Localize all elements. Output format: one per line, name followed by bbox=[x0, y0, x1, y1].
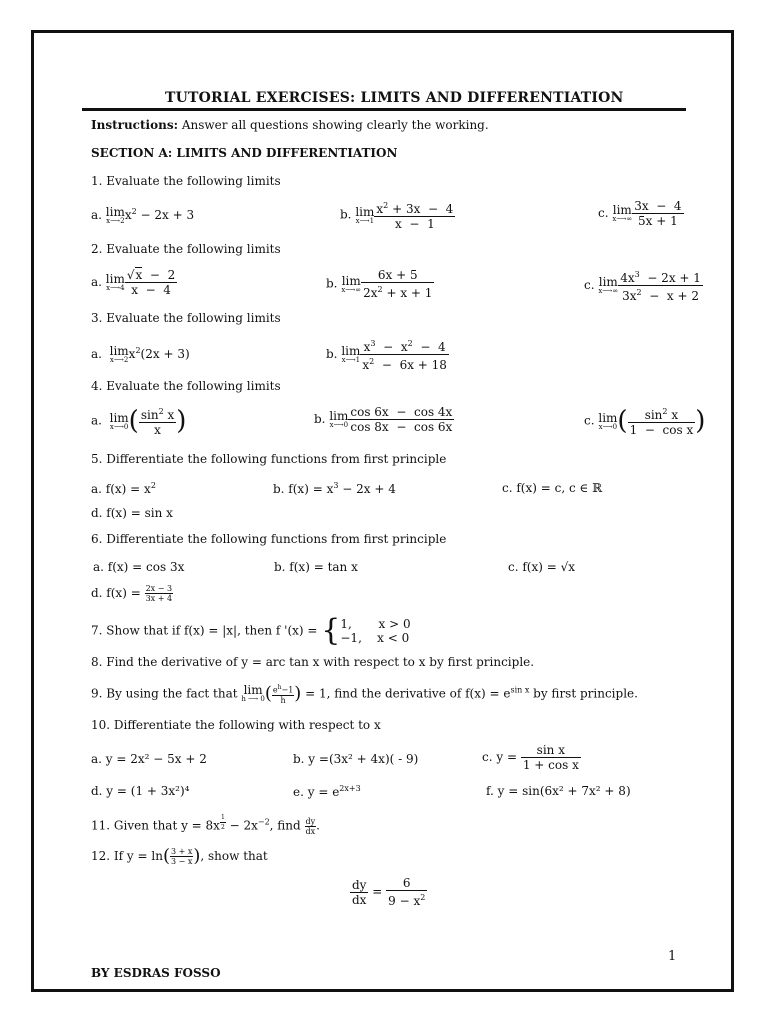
q12-result: $\frac{dy}{dx}$ = $\frac{6}{9 - x^2}$ bbox=[352, 876, 426, 908]
q6d-text: d. f(x) = bbox=[91, 586, 141, 600]
limit-expr: lim x⟶∞ bbox=[612, 203, 633, 223]
question-3: 3. Evaluate the following limits bbox=[91, 311, 281, 325]
fraction: $\frac{4x^3 - 2x + 1}{3x^2 - x + 2}$ bbox=[620, 270, 701, 303]
q1c bbox=[598, 199, 684, 228]
q10e-text: e. y = e bbox=[293, 785, 340, 799]
title-divider bbox=[82, 108, 686, 111]
fraction: $\frac{e^h-1}{h}$ bbox=[272, 684, 294, 705]
instructions bbox=[91, 118, 489, 132]
limit-expr: lim x⟶0 bbox=[329, 409, 349, 429]
q5b: b. $f(x) = x^3 - 2x + 4$ bbox=[273, 481, 396, 496]
limit-expr: lim x⟶1 bbox=[355, 204, 375, 225]
q10a: a. y = 2x² − 5x + 2 bbox=[91, 752, 207, 766]
instructions-text: Answer all questions showing clearly the working. bbox=[178, 118, 489, 132]
limit-expr: lim h ⟶ 0 bbox=[241, 683, 265, 704]
section-heading: SECTION A: LIMITS AND DIFFERENTIATION bbox=[91, 146, 398, 160]
q5b-rest: − 2x + 4 bbox=[338, 482, 396, 496]
q6c: c. f(x) = √x bbox=[508, 560, 576, 574]
fraction: $\frac{\cos 6x - \cos 4x}{\cos 8x - \cos 6x}$ bbox=[350, 405, 453, 434]
fraction: $\frac{x^3 - x^2 - 4}{x^2 - 6x + 18}$ bbox=[362, 339, 447, 372]
q5a-text: a. f(x) = x bbox=[91, 482, 151, 496]
question-11: 11. Given that y = 8x $^{\frac{1}{2}}$ − $2x^{-2}$, find $\frac{dy}{dx}$ . bbox=[91, 814, 320, 836]
q3a: a. lim x⟶2 $x^2(2x + 3)$ bbox=[91, 344, 190, 364]
item-label: c. bbox=[598, 206, 609, 220]
q9-pre: 9. By using the fact that bbox=[91, 686, 238, 701]
q10f: f. y = sin(6x² + 7x² + 8) bbox=[486, 784, 631, 798]
question-12: 12. If y = ln( $\frac{3 + x}{3 - x}$ ), show that bbox=[91, 845, 268, 867]
q7-text: 7. Show that if f(x) = |x|, then f '(x) = bbox=[91, 623, 318, 638]
q9-end: by first principle. bbox=[529, 686, 638, 701]
q10b: b. y =(3x² + 4x)( - 9) bbox=[293, 752, 419, 766]
fraction: $\frac{3x - 4}{5x + 1}$ bbox=[634, 199, 682, 228]
limit-expr: lim x⟶4 bbox=[105, 272, 125, 292]
q10e bbox=[293, 784, 361, 799]
question-2: 2. Evaluate the following limits bbox=[91, 242, 281, 256]
item-label: a. bbox=[91, 208, 102, 222]
q6a: a. f(x) = cos 3x bbox=[93, 560, 185, 574]
limit-expr: lim x⟶1 bbox=[341, 344, 361, 364]
q2b: b. lim x⟶∞ $\frac{6x + 5}{2x^2 + x + 1}$ bbox=[326, 268, 433, 300]
question-4: 4. Evaluate the following limits bbox=[91, 379, 281, 393]
q2a: a. lim x⟶4 $\frac{√x - 2}{x - 4}$ bbox=[91, 268, 176, 297]
q6d bbox=[91, 584, 173, 603]
fraction: $\frac{6}{9 - x^2}$ bbox=[388, 876, 426, 908]
fraction: $\frac{√x - 2}{x - 4}$ bbox=[126, 268, 176, 297]
q1a: a. lim x⟶2 $x^2 - 2x + 3$ bbox=[91, 205, 195, 225]
instructions-label: Instructions: bbox=[91, 118, 179, 132]
q10d: d. y = (1 + 3x²)⁴ bbox=[91, 784, 190, 798]
limit-expr: lim x⟶0 bbox=[598, 410, 618, 431]
fraction: $\frac{dy}{dx}$ bbox=[305, 816, 316, 836]
author: BY ESDRAS FOSSO bbox=[91, 966, 221, 980]
fraction: $\frac{\text{sin x}}{\text{1 + cos x}}$ bbox=[522, 743, 579, 772]
brace: { bbox=[321, 613, 341, 648]
question-10: 10. Differentiate the following with respect to x bbox=[91, 718, 381, 732]
limit-expr: lim x⟶∞ bbox=[341, 273, 362, 294]
question-7 bbox=[91, 613, 411, 648]
fraction: $\frac{6x + 5}{2x^2 + x + 1}$ bbox=[363, 268, 433, 300]
fraction: $\frac{3 + x}{3 - x}$ bbox=[170, 847, 193, 866]
q10c-text: c. y = bbox=[482, 750, 517, 764]
limit-expr: lim x⟶2 bbox=[109, 344, 129, 364]
q5b-text: b. f(x) = x bbox=[273, 482, 334, 496]
q2c: c. lim x⟶∞ $\frac{4x^3 - 2x + 1}{3x^2 - x + 2}$ bbox=[584, 270, 701, 303]
q11-text: 11. Given that y = 8x bbox=[91, 818, 220, 833]
limit-expr: lim x⟶0 bbox=[109, 410, 129, 431]
q1b bbox=[340, 199, 455, 231]
q12-post: , show that bbox=[200, 849, 268, 863]
fraction: $\frac{dy}{dx}$ bbox=[352, 877, 367, 907]
fraction: $\frac{\sin^2 x}{\text{1 − cos x}}$ bbox=[629, 407, 694, 437]
q9-sup: sin x bbox=[510, 685, 530, 695]
q5a: a. $f(x) = x^2$ bbox=[91, 481, 156, 496]
limit-expr: lim x⟶∞ bbox=[598, 275, 619, 295]
piecewise: 1, x > 0 −1, x < 0 bbox=[340, 617, 411, 645]
q5d: d. f(x) = sin x bbox=[91, 506, 173, 520]
q3b: b. lim x⟶1 $\frac{x^3 - x^2 - 4}{x^2 - 6x + 18}$ bbox=[326, 339, 447, 372]
fraction: $\frac{x^2 + 3x - 4}{x - 1}$ bbox=[376, 201, 454, 231]
q6b: b. f(x) = tan x bbox=[274, 560, 358, 574]
page-title: TUTORIAL EXERCISES: LIMITS AND DIFFERENTIATION bbox=[165, 90, 624, 106]
limit-expr: lim x⟶2 bbox=[105, 205, 125, 225]
q10e-sup: 2x+3 bbox=[339, 784, 361, 793]
item-label: b. bbox=[340, 207, 352, 222]
q9-post: = 1, find the derivative of f(x) = e bbox=[305, 686, 511, 701]
q4b: b. lim x⟶0 $\frac{\cos 6x - \cos 4x}{\cos 8x - \cos 6x}$ bbox=[314, 405, 453, 434]
question-1: 1. Evaluate the following limits bbox=[91, 174, 281, 188]
q4a: a. lim x⟶0 ( $\frac{\sin^2 x}{x}$ ) bbox=[91, 406, 187, 437]
question-5: 5. Differentiate the following functions from first principle bbox=[91, 452, 447, 466]
q5c: c. f(x) = c, c ∈ ℝ bbox=[502, 481, 603, 495]
question-6: 6. Differentiate the following functions from first principle bbox=[91, 532, 447, 546]
fraction: $\frac{\sin^2 x}{x}$ bbox=[140, 407, 175, 437]
q4c: c. lim x⟶0 ( $\frac{\sin^2 x}{\text{1 − cos x}}$ ) bbox=[584, 406, 706, 437]
q12-pre: 12. If y = ln bbox=[91, 849, 163, 863]
question-8: 8. Find the derivative of y = arc tan x with respect to x by first principle. bbox=[91, 655, 535, 669]
fraction: $\frac{2x - 3}{3x + 4}$ bbox=[145, 584, 173, 603]
page-number: 1 bbox=[668, 949, 677, 964]
q10c bbox=[482, 743, 581, 772]
question-9: 9. By using the fact that lim h ⟶ 0 ( $\frac{e^h-1}{h}$ ) = 1, find the derivative of $f(x) = e^{sin x}$ by first principle. bbox=[91, 682, 638, 705]
